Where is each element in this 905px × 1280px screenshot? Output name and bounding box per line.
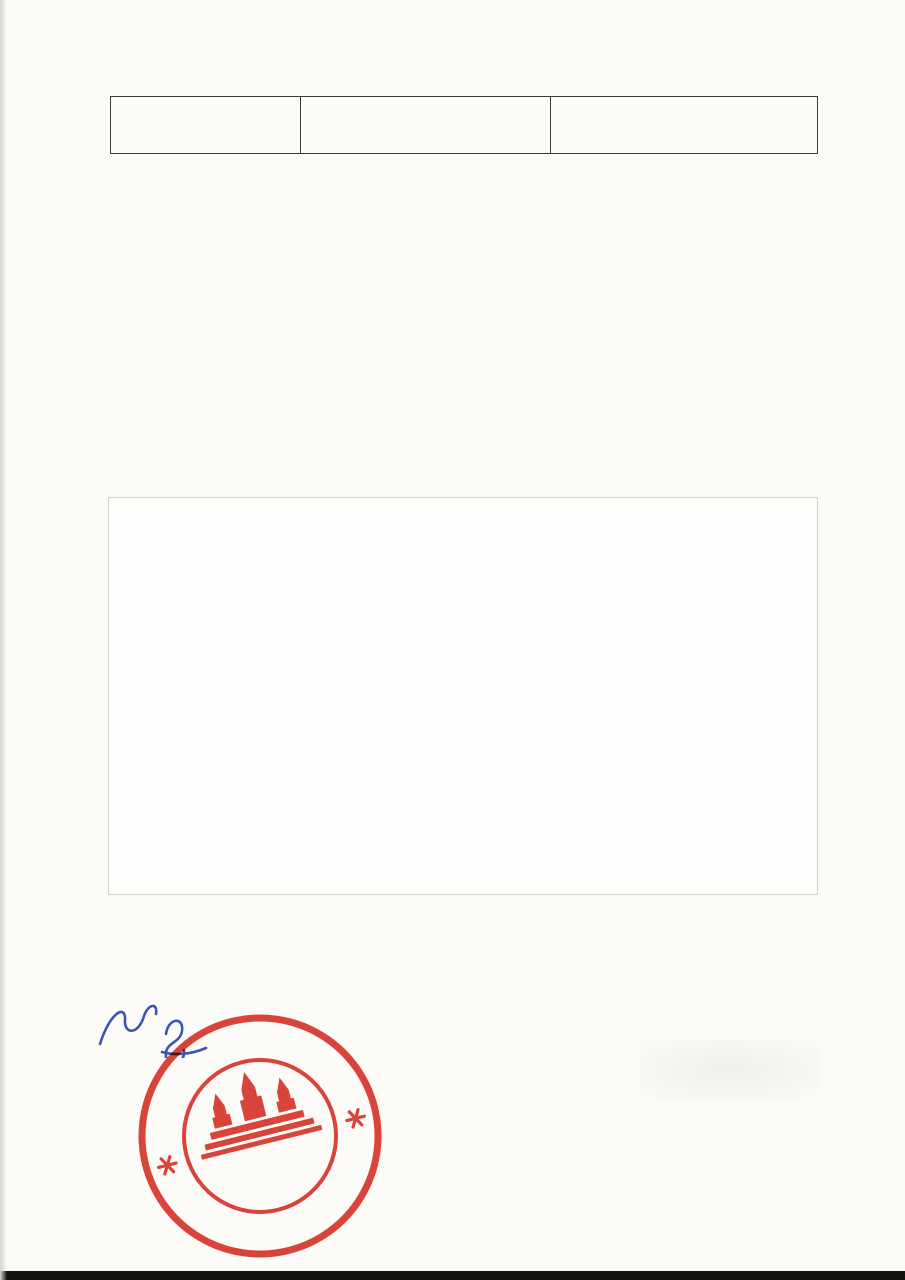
table-header-row: [111, 97, 818, 154]
page-title: [0, 32, 905, 76]
ministry-stamp: [90, 1002, 434, 1278]
fuel-price-table: [110, 96, 818, 154]
stamp-outer-ring: [117, 1002, 403, 1278]
header-date: [111, 97, 301, 154]
note-paragraph-1: [36, 903, 902, 981]
stamp-star-right: [345, 1109, 366, 1128]
header-gasoline: [301, 97, 551, 154]
stamp-star-left: [157, 1156, 178, 1175]
chart-plot-area: [109, 498, 815, 850]
chart-title: [38, 446, 898, 478]
scan-edge-bar: [0, 1271, 905, 1280]
scan-smudge: [640, 1040, 820, 1100]
fuel-price-chart: [108, 497, 818, 895]
header-diesel: [551, 97, 818, 154]
